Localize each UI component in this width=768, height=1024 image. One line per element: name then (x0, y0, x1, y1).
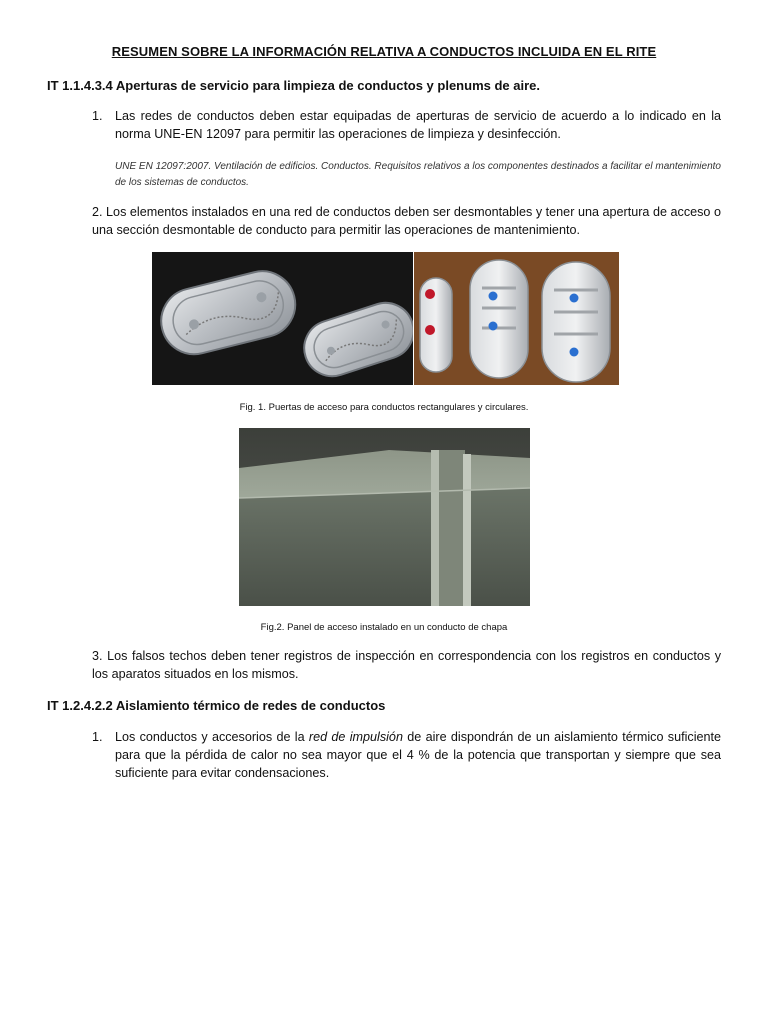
list-text: Las redes de conductos deben estar equipadas de aperturas de servicio de acuerdo a lo indicado en la norma UNE-EN 12097 para permitir las operaciones de limpieza y desinfección. (115, 109, 721, 141)
list-text (115, 728, 721, 782)
section-number: IT 1.1.4.3.4 (47, 78, 113, 93)
list-marker: 1. (92, 730, 103, 744)
list-marker: 1. (92, 109, 103, 123)
section-title: Aperturas de servicio para limpieza de conductos y plenums de aire. (115, 78, 540, 93)
paragraph-item-3: 3. Los falsos techos deben tener registros de inspección en correspondencia con los registros en conductos y los aparatos situados en los mismos. (92, 649, 721, 681)
circular-doors-photo (414, 252, 619, 385)
paragraph-item-2: 2. Los elementos instalados en una red de conductos deben ser desmontables y tener una apertura de acceso o una sección desmontable de conducto para permitir las operaciones de mantenimiento. (92, 205, 721, 237)
text-italic: red de impulsión (308, 730, 403, 744)
section-heading-2 (47, 698, 385, 713)
document-title: RESUMEN SOBRE LA INFORMACIÓN RELATIVA A CONDUCTOS INCLUIDA EN EL RITE (111, 44, 657, 59)
duct-panel-photo (239, 428, 530, 606)
access-doors-photo (152, 252, 413, 385)
standard-note: UNE EN 12097:2007. Ventilación de edificios. Conductos. Requisitos relativos a los componentes destinados a facilitar el mantenimiento de los sistemas de conductos. (115, 161, 721, 188)
text-after: de aire dispondrán de un aislamiento térmico suficiente para que la pérdida de calor no sea mayor que el 4 % de la potencia que transportan y siempre que sea suficiente para evitar condensaciones. (115, 730, 721, 780)
list-item-1 (92, 107, 721, 143)
text-before: Los conductos y accesorios de la (115, 730, 309, 744)
section-title: Aislamiento térmico de redes de conductos (115, 698, 386, 713)
section-heading-1 (47, 78, 540, 93)
list-item-insulation (92, 728, 721, 782)
figure-caption-1: Fig. 1. Puertas de acceso para conductos rectangulares y circulares. (239, 402, 529, 413)
figure-caption-2: Fig.2. Panel de acceso instalado en un conducto de chapa (260, 622, 508, 633)
section-number: IT 1.2.4.2.2 (47, 698, 113, 713)
